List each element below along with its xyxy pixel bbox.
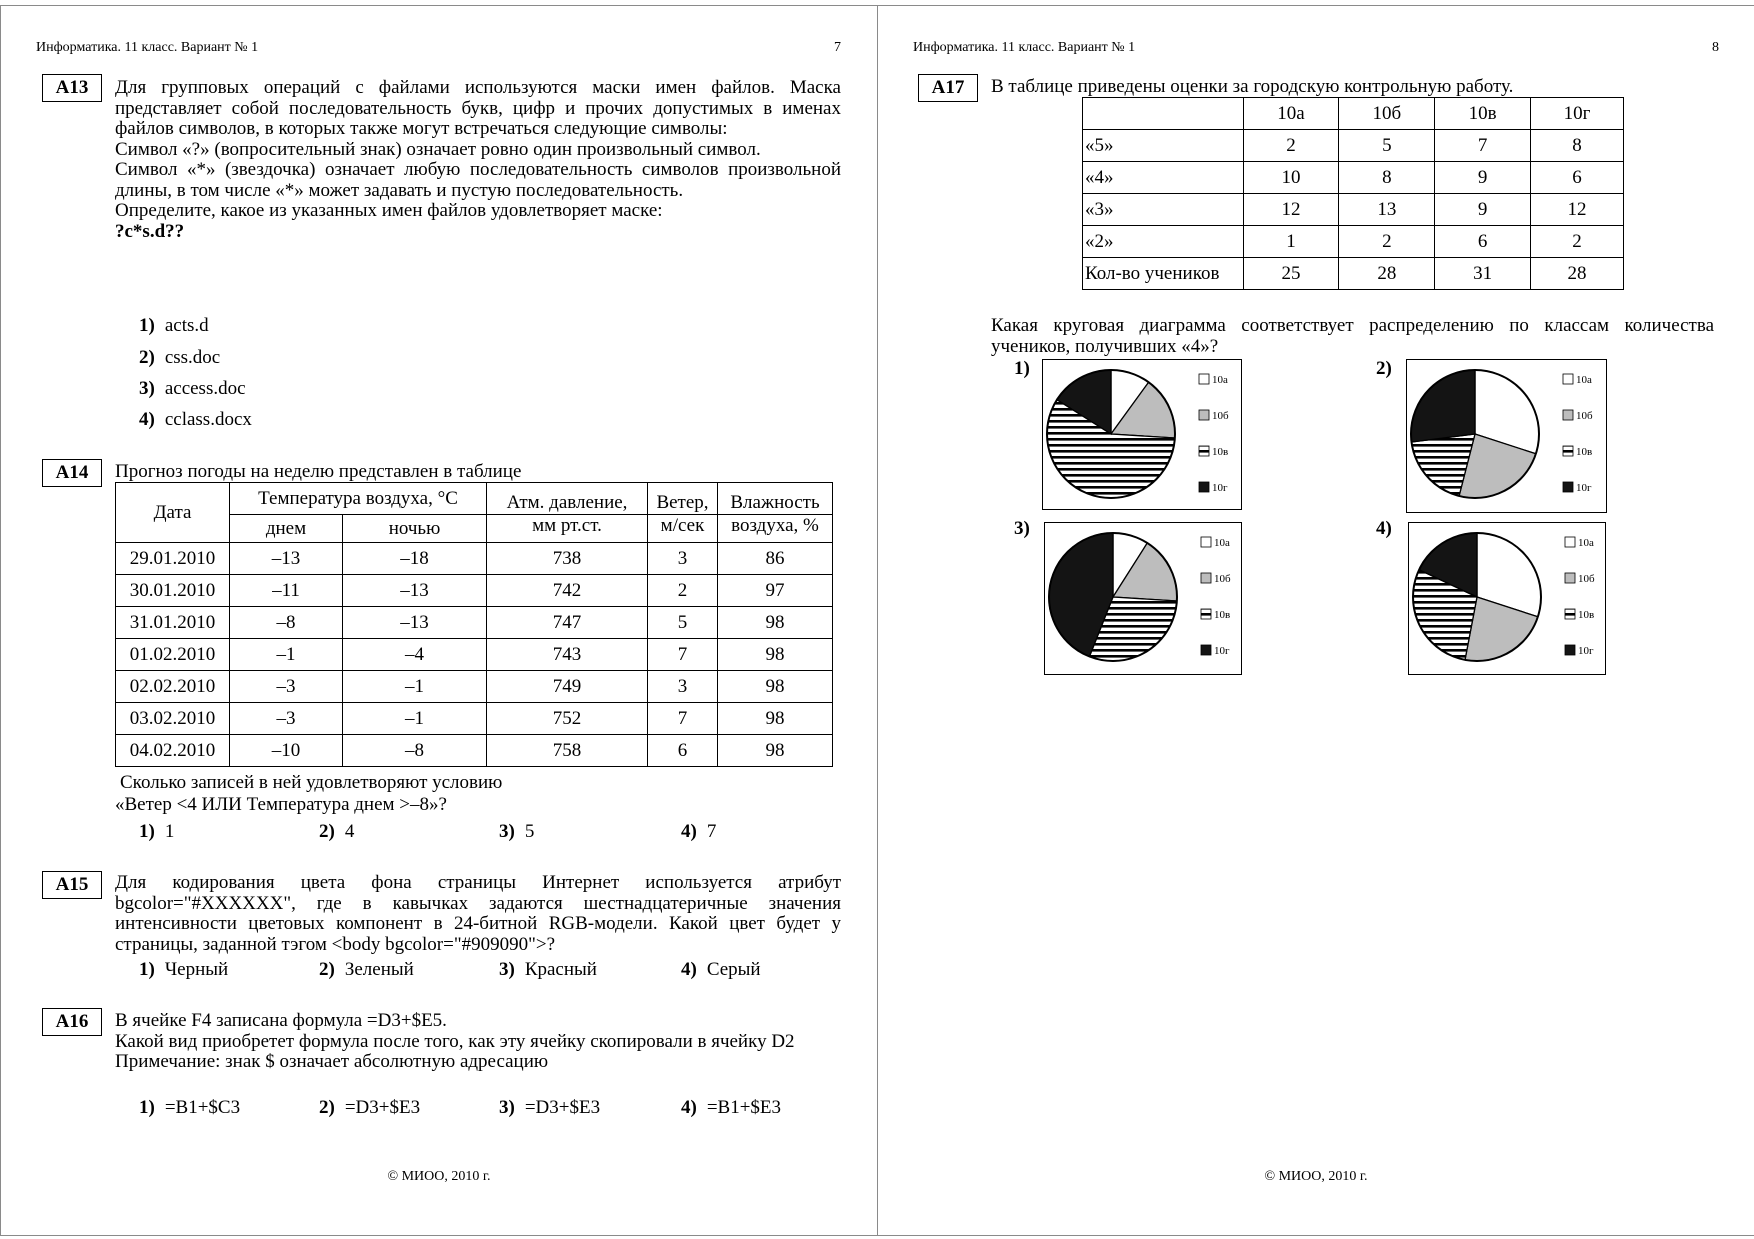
legend-label-10g: 10г — [1214, 645, 1230, 657]
table-cell: 31.01.2010 — [116, 607, 230, 639]
legend-label-10v: 10в — [1212, 446, 1229, 458]
table-row — [116, 607, 833, 639]
a15-option-4[interactable] — [681, 959, 761, 981]
weather-table-body — [116, 543, 833, 767]
legend-swatch-10a — [1563, 374, 1573, 384]
table-cell: –13 — [230, 543, 343, 575]
table-cell: 31 — [1435, 258, 1531, 290]
option-number: 3) — [139, 378, 155, 399]
table-cell: 25 — [1243, 258, 1339, 290]
table-row — [116, 671, 833, 703]
a14-question-1: Сколько записей в ней удовлетворяют условию — [120, 772, 503, 793]
table-cell: 9 — [1435, 162, 1531, 194]
option-number: 1) — [139, 959, 155, 980]
table-row — [1083, 258, 1624, 290]
table-row — [116, 639, 833, 671]
option-number: 2) — [319, 1097, 335, 1118]
question-label-a14: A14 — [42, 459, 102, 487]
option-number: 2) — [319, 821, 335, 842]
option-text: =B1+$E3 — [706, 1097, 782, 1118]
table-cell: 7 — [648, 639, 718, 671]
table-cell: 29.01.2010 — [116, 543, 230, 575]
legend-swatch-10a — [1201, 537, 1211, 547]
a13-paragraph-1: Для групповых операций с файлами используются маски имен файлов. Маска представляет собой последовательность букв, цифр и прочих допустимых в именах файлов символов, в которых также могут встречаться следующие символы: — [115, 77, 841, 139]
table-cell: –3 — [230, 671, 343, 703]
table-row — [1083, 194, 1624, 226]
col-header-date: Дата — [116, 483, 230, 543]
table-cell: –4 — [343, 639, 487, 671]
table-cell: 2 — [1531, 226, 1624, 258]
pie-chart-option-3[interactable] — [1044, 522, 1242, 675]
grades-table — [1082, 97, 1624, 290]
a13-text — [115, 78, 841, 242]
legend-swatch-10g — [1563, 482, 1573, 492]
pie-option-number-4: 4) — [1376, 518, 1392, 539]
pie-chart-2-svg — [1407, 360, 1606, 512]
table-cell: 03.02.2010 — [116, 703, 230, 735]
legend-swatch-10a — [1199, 374, 1209, 384]
table-cell: –8 — [343, 735, 487, 767]
table-cell: –8 — [230, 607, 343, 639]
legend-swatch-10a — [1565, 537, 1575, 547]
legend-swatch-10b — [1563, 410, 1573, 420]
table-cell: 8 — [1339, 162, 1435, 194]
table-cell: –11 — [230, 575, 343, 607]
legend-label-10v: 10в — [1576, 446, 1593, 458]
table-row — [1083, 162, 1624, 194]
a16-option-1[interactable] — [139, 1097, 240, 1119]
a16-option-3[interactable] — [499, 1097, 600, 1119]
column-header: 10а — [1243, 98, 1339, 130]
table-cell: 742 — [487, 575, 648, 607]
a16-paragraph-2: Какой вид приобретет формула после того, как эту ячейку скопировали в ячейку D2 — [115, 1030, 795, 1052]
option-text: 7 — [706, 821, 717, 842]
pie-slice-10g — [1411, 370, 1475, 442]
legend-swatch-10g — [1565, 645, 1575, 655]
a14-question-2: «Ветер <4 ИЛИ Температура днем >–8»? — [115, 794, 447, 815]
option-text: =D3+$E3 — [524, 1097, 601, 1118]
table-cell: 13 — [1339, 194, 1435, 226]
pie-chart-option-2[interactable] — [1406, 359, 1607, 513]
table-cell: 98 — [718, 703, 833, 735]
option-text: cclass.docx — [164, 409, 252, 430]
option-text: Зеленый — [344, 959, 414, 980]
legend-label-10a: 10а — [1214, 537, 1230, 549]
left-page — [0, 5, 878, 1236]
table-cell: 6 — [1531, 162, 1624, 194]
pie-option-number-1: 1) — [1014, 358, 1030, 379]
option-text: Красный — [524, 959, 597, 980]
a13-paragraph-3: Символ «*» (звездочка) означает любую последовательность символов произвольной длины, в том числе «*» может задавать и пустую последовательность. — [115, 159, 841, 201]
legend-label-10b: 10б — [1212, 410, 1229, 422]
a13-option-2[interactable] — [139, 347, 220, 369]
option-text: access.doc — [164, 378, 246, 399]
table-cell: 8 — [1531, 130, 1624, 162]
a13-option-4[interactable] — [139, 409, 252, 431]
legend-label-10g: 10г — [1576, 482, 1592, 494]
option-text: 4 — [344, 821, 355, 842]
legend-label-10b: 10б — [1576, 410, 1593, 422]
table-row — [1083, 226, 1624, 258]
page-number: 8 — [1712, 40, 1719, 55]
table-cell: 747 — [487, 607, 648, 639]
table-row — [116, 735, 833, 767]
option-text: Черный — [164, 959, 229, 980]
a15-option-1[interactable] — [139, 959, 228, 981]
option-text: 5 — [524, 821, 535, 842]
table-row — [116, 703, 833, 735]
question-label-a15: A15 — [42, 871, 102, 899]
grades-table-body — [1083, 98, 1624, 290]
table-cell: 10 — [1243, 162, 1339, 194]
option-text: Серый — [706, 959, 761, 980]
legend-swatch-10v — [1199, 446, 1209, 456]
table-cell: 97 — [718, 575, 833, 607]
legend-label-10b: 10б — [1214, 573, 1231, 585]
a14-intro: Прогноз погоды на неделю представлен в таблице — [115, 461, 522, 482]
a14-option-1[interactable] — [139, 821, 174, 843]
page-footer: © МИОО, 2010 г. — [1264, 1169, 1368, 1184]
option-text: 1 — [164, 821, 175, 842]
table-cell: 9 — [1435, 194, 1531, 226]
table-cell: 2 — [648, 575, 718, 607]
legend-label-10a: 10а — [1576, 374, 1592, 386]
column-header: 10б — [1339, 98, 1435, 130]
table-cell: 04.02.2010 — [116, 735, 230, 767]
table-cell: 3 — [648, 543, 718, 575]
pie-chart-1-svg — [1043, 360, 1241, 509]
a16-paragraph-1: В ячейке F4 записана формула =D3+$E5. — [115, 1010, 447, 1031]
col-header-pressure-1: Атм. давление, — [487, 483, 648, 515]
table-cell: –13 — [343, 575, 487, 607]
a14-option-2[interactable] — [319, 821, 354, 843]
option-text: =B1+$C3 — [164, 1097, 241, 1118]
pie-chart-option-4[interactable] — [1408, 522, 1606, 675]
question-label-a16: A16 — [42, 1008, 102, 1036]
pie-chart-3-svg — [1045, 523, 1241, 674]
col-header-temperature: Температура воздуха, °С — [230, 483, 487, 515]
legend-swatch-10g — [1201, 645, 1211, 655]
table-cell: 5 — [1339, 130, 1435, 162]
table-cell: 12 — [1531, 194, 1624, 226]
table-cell: 98 — [718, 735, 833, 767]
column-header: 10в — [1435, 98, 1531, 130]
table-row — [116, 575, 833, 607]
table-cell: 2 — [1339, 226, 1435, 258]
a17-question: Какая круговая диаграмма соответствует распределению по классам количества учеников, получивших «4»? — [991, 315, 1714, 357]
legend-swatch-10v — [1563, 446, 1573, 456]
a17-intro: В таблице приведены оценки за городскую контрольную работу. — [991, 76, 1514, 97]
table-cell: 30.01.2010 — [116, 575, 230, 607]
option-number: 3) — [499, 821, 515, 842]
question-label-a13: A13 — [42, 74, 102, 102]
table-cell: 2 — [1243, 130, 1339, 162]
page-number: 7 — [834, 40, 841, 55]
column-header — [1083, 98, 1244, 130]
table-cell: 7 — [1435, 130, 1531, 162]
legend-label-10g: 10г — [1212, 482, 1228, 494]
table-cell: –1 — [343, 671, 487, 703]
table-cell: 758 — [487, 735, 648, 767]
table-cell: 752 — [487, 703, 648, 735]
table-cell: 3 — [648, 671, 718, 703]
table-cell: 98 — [718, 639, 833, 671]
table-cell: «3» — [1083, 194, 1244, 226]
a16-option-4[interactable] — [681, 1097, 781, 1119]
option-number: 4) — [139, 409, 155, 430]
option-number: 3) — [499, 959, 515, 980]
legend-label-10v: 10в — [1214, 609, 1231, 621]
a14-option-4[interactable] — [681, 821, 716, 843]
a13-option-1[interactable] — [139, 315, 209, 337]
table-cell: 5 — [648, 607, 718, 639]
table-cell: 749 — [487, 671, 648, 703]
a16-text — [115, 1011, 841, 1073]
column-header: 10г — [1531, 98, 1624, 130]
a15-option-3[interactable] — [499, 959, 597, 981]
legend-swatch-10g — [1199, 482, 1209, 492]
legend-swatch-10b — [1201, 573, 1211, 583]
table-cell: 12 — [1243, 194, 1339, 226]
option-text: =D3+$E3 — [344, 1097, 421, 1118]
option-number: 3) — [499, 1097, 515, 1118]
pie-option-number-3: 3) — [1014, 518, 1030, 539]
legend-swatch-10v — [1565, 609, 1575, 619]
table-cell: 1 — [1243, 226, 1339, 258]
legend-swatch-10b — [1565, 573, 1575, 583]
col-header-humidity-1: Влажность — [718, 483, 833, 515]
table-cell: 01.02.2010 — [116, 639, 230, 671]
table-cell: 6 — [1435, 226, 1531, 258]
a15-text: Для кодирования цвета фона страницы Интернет используется атрибут bgcolor="#XXXXXX", где в кавычках задаются шестнадцатеричные значения интенсивности цветовых компонент в 24-битной RGB-модели. Какой цвет будет у страницы, заданной тэгом <body bgcolor="#909090">? — [115, 872, 841, 955]
option-text: css.doc — [164, 347, 221, 368]
table-cell: –13 — [343, 607, 487, 639]
a13-paragraph-2: Символ «?» (вопросительный знак) означает ровно один произвольный символ. — [115, 138, 761, 160]
table-header-row — [1083, 98, 1624, 130]
option-number: 2) — [319, 959, 335, 980]
option-number: 2) — [139, 347, 155, 368]
page-footer: © МИОО, 2010 г. — [387, 1169, 491, 1184]
table-cell: 86 — [718, 543, 833, 575]
legend-swatch-10b — [1199, 410, 1209, 420]
col-header-humidity-2: воздуха, % — [718, 515, 833, 543]
col-header-wind-2: м/сек — [648, 515, 718, 543]
right-page — [877, 5, 1754, 1236]
table-cell: «5» — [1083, 130, 1244, 162]
option-number: 1) — [139, 821, 155, 842]
table-cell: 02.02.2010 — [116, 671, 230, 703]
col-header-day: днем — [230, 515, 343, 543]
table-cell: «4» — [1083, 162, 1244, 194]
page-header-title: Информатика. 11 класс. Вариант № 1 — [913, 40, 1136, 55]
a16-option-2[interactable] — [319, 1097, 420, 1119]
pie-option-number-2: 2) — [1376, 358, 1392, 379]
question-label-a17: A17 — [918, 74, 978, 102]
a16-paragraph-3: Примечание: знак $ означает абсолютную адресацию — [115, 1051, 549, 1072]
table-cell: –1 — [230, 639, 343, 671]
table-cell: 98 — [718, 671, 833, 703]
legend-label-10g: 10г — [1578, 645, 1594, 657]
weather-table — [115, 482, 833, 767]
option-number: 1) — [139, 1097, 155, 1118]
option-text: acts.d — [164, 315, 209, 336]
table-cell: 28 — [1339, 258, 1435, 290]
table-cell: 28 — [1531, 258, 1624, 290]
option-number: 4) — [681, 821, 697, 842]
table-row — [1083, 130, 1624, 162]
table-cell: 98 — [718, 607, 833, 639]
col-header-night: ночью — [343, 515, 487, 543]
legend-label-10a: 10а — [1212, 374, 1228, 386]
col-header-wind-1: Ветер, — [648, 483, 718, 515]
table-cell: 6 — [648, 735, 718, 767]
option-number: 4) — [681, 1097, 697, 1118]
option-number: 1) — [139, 315, 155, 336]
table-cell: –3 — [230, 703, 343, 735]
table-cell: 7 — [648, 703, 718, 735]
legend-label-10v: 10в — [1578, 609, 1595, 621]
a13-paragraph-4: Определите, какое из указанных имен файлов удовлетворяет маске: — [115, 200, 663, 221]
table-row — [116, 543, 833, 575]
legend-label-10b: 10б — [1578, 573, 1595, 585]
table-cell: 743 — [487, 639, 648, 671]
table-cell: –18 — [343, 543, 487, 575]
legend-swatch-10v — [1201, 609, 1211, 619]
legend-label-10a: 10а — [1578, 537, 1594, 549]
a13-mask: ?c*s.d?? — [115, 220, 185, 242]
a15-option-2[interactable] — [319, 959, 414, 981]
option-number: 4) — [681, 959, 697, 980]
col-header-pressure-2: мм рт.ст. — [487, 515, 648, 543]
pie-chart-4-svg — [1409, 523, 1605, 674]
table-cell: Кол-во учеников — [1083, 258, 1244, 290]
table-cell: 738 — [487, 543, 648, 575]
a14-option-3[interactable] — [499, 821, 534, 843]
pie-chart-option-1[interactable] — [1042, 359, 1242, 510]
page-header-title: Информатика. 11 класс. Вариант № 1 — [36, 40, 259, 55]
table-cell: –1 — [343, 703, 487, 735]
table-cell: «2» — [1083, 226, 1244, 258]
table-cell: –10 — [230, 735, 343, 767]
a13-option-3[interactable] — [139, 378, 246, 400]
